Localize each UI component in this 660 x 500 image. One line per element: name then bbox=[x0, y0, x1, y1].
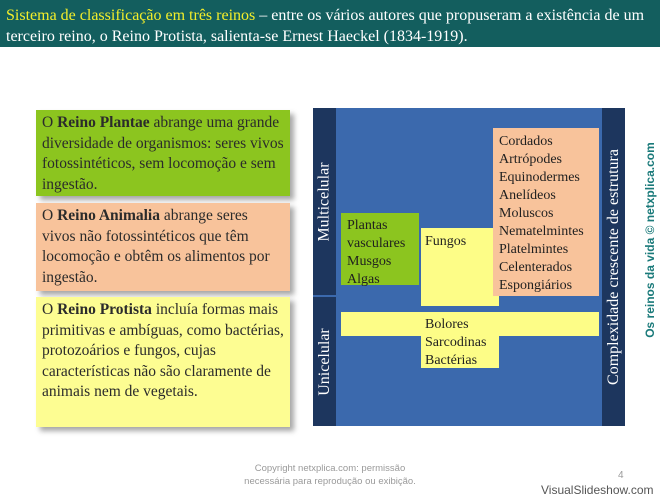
kingdoms-diagram bbox=[313, 108, 625, 426]
plantas-item: Plantas bbox=[347, 218, 388, 233]
protista-item: Bactérias bbox=[425, 353, 478, 368]
unicelular-label: Unicelular bbox=[315, 327, 333, 396]
footer-line-1: Copyright netxplica.com: permissão bbox=[254, 463, 406, 474]
animalia-bold: Reino Animalia bbox=[57, 207, 160, 224]
protista-bold: Reino Protista bbox=[57, 301, 152, 318]
plantae-post: abrange uma grande diversidade de organismos: seres vivos fotossintéticos, sem locomoção e sem ingestão. bbox=[42, 114, 284, 193]
visualslideshow-watermark: VisualSlideshow.com bbox=[541, 483, 654, 497]
plantae-pre: O bbox=[42, 114, 58, 131]
protista-post: incluía formas mais primitivas e ambíguas, como bactérias, protozoários e fungos, cujas características não são claramente de animais nem de vegetais. bbox=[42, 301, 284, 400]
animalia-post: abrange seres vivos não fotossintéticos que têm locomoção e obtêm os alimentos por ingestão. bbox=[42, 207, 270, 286]
animais-item: Anelídeos bbox=[499, 188, 556, 203]
animais-item: Equinodermes bbox=[499, 170, 580, 185]
animais-item: Celenterados bbox=[499, 260, 573, 275]
page-number: 4 bbox=[618, 470, 624, 481]
complexity-band bbox=[602, 108, 625, 426]
reino-protista-box bbox=[36, 297, 290, 427]
complexity-label: Complexidade crescente de estrutura bbox=[604, 149, 622, 385]
animais-item: Cordados bbox=[499, 134, 553, 149]
side-copyright-text: Os reinos da vida © netxplica.com bbox=[643, 142, 658, 338]
reino-plantae-box bbox=[36, 110, 290, 196]
multicelular-band bbox=[313, 108, 336, 295]
fungos-region bbox=[421, 228, 499, 306]
slide-footer bbox=[230, 462, 430, 488]
header-text: – entre os vários autores que propuseram a existência de um terceiro reino, o Reino Protista, salienta-se Ernest Haeckel (1834-1919). bbox=[6, 7, 645, 45]
header-highlight: Sistema de classificação em três reinos bbox=[6, 7, 256, 24]
plantas-item: vasculares bbox=[347, 236, 406, 251]
plantas-item: Algas bbox=[347, 272, 380, 287]
multicelular-label: Multicelular bbox=[315, 161, 333, 242]
unicelular-band bbox=[313, 297, 336, 426]
animais-item: Nematelmintes bbox=[499, 224, 584, 239]
animais-item: Espongiários bbox=[499, 278, 573, 293]
animais-item: Platelmintes bbox=[499, 242, 569, 257]
plantas-item: Musgos bbox=[347, 254, 392, 269]
animais-item: Moluscos bbox=[499, 206, 554, 221]
animalia-pre: O bbox=[42, 207, 58, 224]
protista-region bbox=[421, 312, 499, 368]
footer-line-2: necessária para reprodução ou exibição. bbox=[244, 476, 416, 487]
fungos-label: Fungos bbox=[425, 234, 467, 249]
protista-item: Bolores bbox=[425, 317, 469, 332]
animais-region bbox=[493, 128, 599, 296]
animais-item: Artrópodes bbox=[499, 152, 562, 167]
plantas-region bbox=[341, 213, 419, 285]
plantae-bold: Reino Plantae bbox=[57, 114, 150, 131]
protista-item: Sarcodinas bbox=[425, 335, 487, 350]
slide-header bbox=[0, 0, 660, 47]
protista-pre: O bbox=[42, 301, 58, 318]
reino-animalia-box bbox=[36, 203, 290, 291]
side-copyright-label bbox=[642, 110, 658, 370]
